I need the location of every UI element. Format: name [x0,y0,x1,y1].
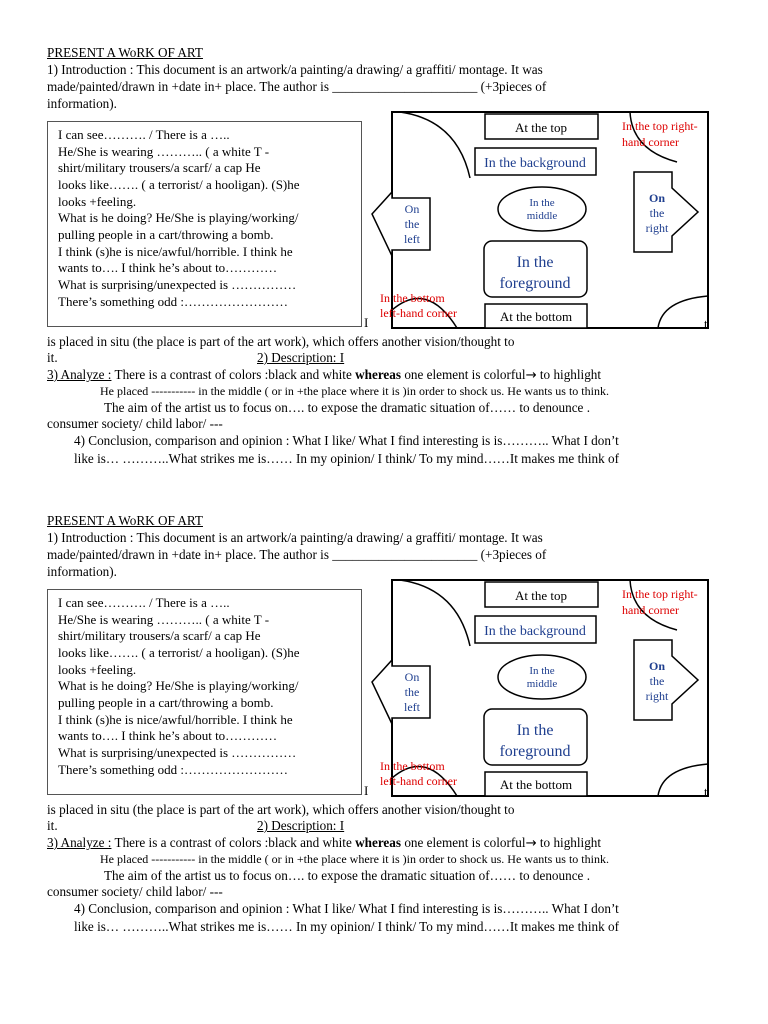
intro-line: 1) Introduction : This document is an artwork/a painting/a drawing/ a graffiti/ montage. It was [47,530,543,545]
phrase-line: looks like……. ( a terrorist/ a hooligan). (S)he [58,177,300,192]
phrase-line: What is he doing? He/She is playing/working/ [58,210,299,225]
analyze-line [47,834,601,852]
on-left-label: the [404,217,420,231]
on-right-label: On [648,659,666,673]
composition-diagram [362,110,710,330]
analyze-text: There is a contrast of colors :black and white [111,367,356,382]
top-right-label: hand corner [622,135,679,149]
bottom-left-label: In the bottom [380,291,445,305]
background-label: In the background [484,624,586,639]
analyze-heading: 3) Analyze : [47,835,112,850]
phrase-line: shirt/military trousers/a scarf/ a cap He [58,628,261,643]
description-heading: 2) Description: I [257,350,345,365]
phrase-line: pulling people in a cart/throwing a bomb. [58,695,274,710]
stray-letter: I [364,315,369,330]
phrase-line: shirt/military trousers/a scarf/ a cap He [58,160,261,175]
conclusion-line: like is… ………..What strikes me is…… In my opinion/ I think/ To my mind……It makes me think of [74,919,619,934]
on-right-label: right [645,689,669,703]
phrase-line: What is he doing? He/She is playing/working/ [58,678,299,693]
situ-line: is placed in situ (the place is part of the art work), which offers another vision/thought to [47,334,515,349]
on-left-label: On [404,202,420,216]
conclusion-line: 4) Conclusion, comparison and opinion : What I like/ What I find interesting is is……….. What I don’t [74,901,619,916]
aim-line: The aim of the artist us to focus on…. to expose the dramatic situation of…… to denounce . [104,868,590,883]
at-bottom-label: At the bottom [499,309,573,324]
phrase-line: What is surprising/unexpected is …………… [58,745,297,760]
worksheet-copy-2 [0,468,768,936]
placed-line: He placed ----------- in the middle ( or in +the place where it is )in order to shock us. He wants us to think. [100,384,609,398]
at-bottom-label: At the bottom [499,777,573,792]
on-left-label: left [404,700,420,714]
foreground-label: foreground [499,275,571,292]
analyze-text: There is a contrast of colors :black and white [111,835,356,850]
phrase-line: He/She is wearing ……….. ( a white T - [58,144,270,159]
situ-line: it. [47,350,58,365]
stray-letter: t [704,316,708,331]
middle-label: In the [529,665,555,677]
phrases-box [47,121,362,327]
analyze-text: one element is colorful [401,835,526,850]
situ-line: is placed in situ (the place is part of the art work), which offers another vision/thought to [47,802,515,817]
phrase-line: I can see………. / There is a ….. [58,127,230,142]
phrase-line: looks +feeling. [58,662,137,677]
phrase-line: What is surprising/unexpected is …………… [58,277,297,292]
phrases-box [47,589,362,795]
analyze-heading: 3) Analyze : [47,367,112,382]
on-left-label: On [404,670,420,684]
bottom-left-label: left-hand corner [380,774,457,788]
conclusion-line: 4) Conclusion, comparison and opinion : What I like/ What I find interesting is is……….. What I don’t [74,433,619,448]
stray-letter: t [704,784,708,799]
on-left-label: the [404,685,420,699]
stray-letter: I [364,783,369,798]
phrase-line: looks like……. ( a terrorist/ a hooligan). (S)he [58,645,300,660]
foreground-label: In the [516,722,554,739]
middle-label: In the [529,197,555,209]
composition-diagram [362,578,710,798]
top-right-label: In the top right- [622,587,698,601]
phrase-line: I think (s)he is nice/awful/horrible. I think he [58,712,293,727]
intro-line: information). [47,564,117,579]
bottom-left-label: In the bottom [380,759,445,773]
at-top-label: At the top [515,588,567,603]
foreground-label: In the [516,254,554,271]
phrase-line: There’s something odd :…………………… [58,762,289,777]
on-right-label: the [649,674,665,688]
intro-line: 1) Introduction : This document is an artwork/a painting/a drawing/ a graffiti/ montage. It was [47,62,543,77]
consumer-line: consumer society/ child labor/ --- [47,416,223,431]
middle-ellipse [498,187,586,231]
analyze-text: one element is colorful [401,367,526,382]
aim-line: The aim of the artist us to focus on…. to expose the dramatic situation of…… to denounce . [104,400,590,415]
phrase-line: wants to…. I think he’s about to………… [58,728,278,743]
bottom-left-label: left-hand corner [380,306,457,320]
intro-line: information). [47,96,117,111]
conclusion-line: like is… ………..What strikes me is…… In my opinion/ I think/ To my mind……It makes me think of [74,451,619,466]
top-right-label: In the top right- [622,119,698,133]
arrow-right-icon: → [525,836,537,851]
middle-label: middle [526,210,558,222]
analyze-bold: whereas [355,835,402,850]
worksheet-title: PRESENT A WoRK OF ART [47,513,203,528]
placed-line: He placed ----------- in the middle ( or in +the place where it is )in order to shock us. He wants us to think. [100,852,609,866]
phrase-line: pulling people in a cart/throwing a bomb. [58,227,274,242]
analyze-bold: whereas [355,367,402,382]
middle-label: middle [526,678,558,690]
on-right-label: the [649,206,665,220]
phrase-line: There’s something odd :…………………… [58,294,289,309]
on-right-label: On [648,191,666,205]
middle-ellipse [498,655,586,699]
left-arrow-shape [372,660,430,724]
worksheet-title: PRESENT A WoRK OF ART [47,45,203,60]
analyze-text: to highlight [536,835,602,850]
intro-line: made/painted/drawn in +date in+ place. The author is ______________________ (+3pieces of [47,547,547,562]
top-right-label: hand corner [622,603,679,617]
background-label: In the background [484,156,586,171]
at-top-label: At the top [515,120,567,135]
foreground-label: foreground [499,743,571,760]
arrow-right-icon: → [525,368,537,383]
phrase-line: I can see………. / There is a ….. [58,595,230,610]
phrase-line: He/She is wearing ……….. ( a white T - [58,612,270,627]
phrase-line: I think (s)he is nice/awful/horrible. I think he [58,244,293,259]
worksheet-copy-1 [0,0,768,468]
consumer-line: consumer society/ child labor/ --- [47,884,223,899]
on-right-label: right [645,221,669,235]
on-left-label: left [404,232,420,246]
left-arrow-shape [372,192,430,256]
description-heading: 2) Description: I [257,818,345,833]
analyze-text: to highlight [536,367,602,382]
situ-line: it. [47,818,58,833]
phrase-line: looks +feeling. [58,194,137,209]
analyze-line [47,366,601,384]
intro-line: made/painted/drawn in +date in+ place. The author is ______________________ (+3pieces of [47,79,547,94]
phrase-line: wants to…. I think he’s about to………… [58,260,278,275]
